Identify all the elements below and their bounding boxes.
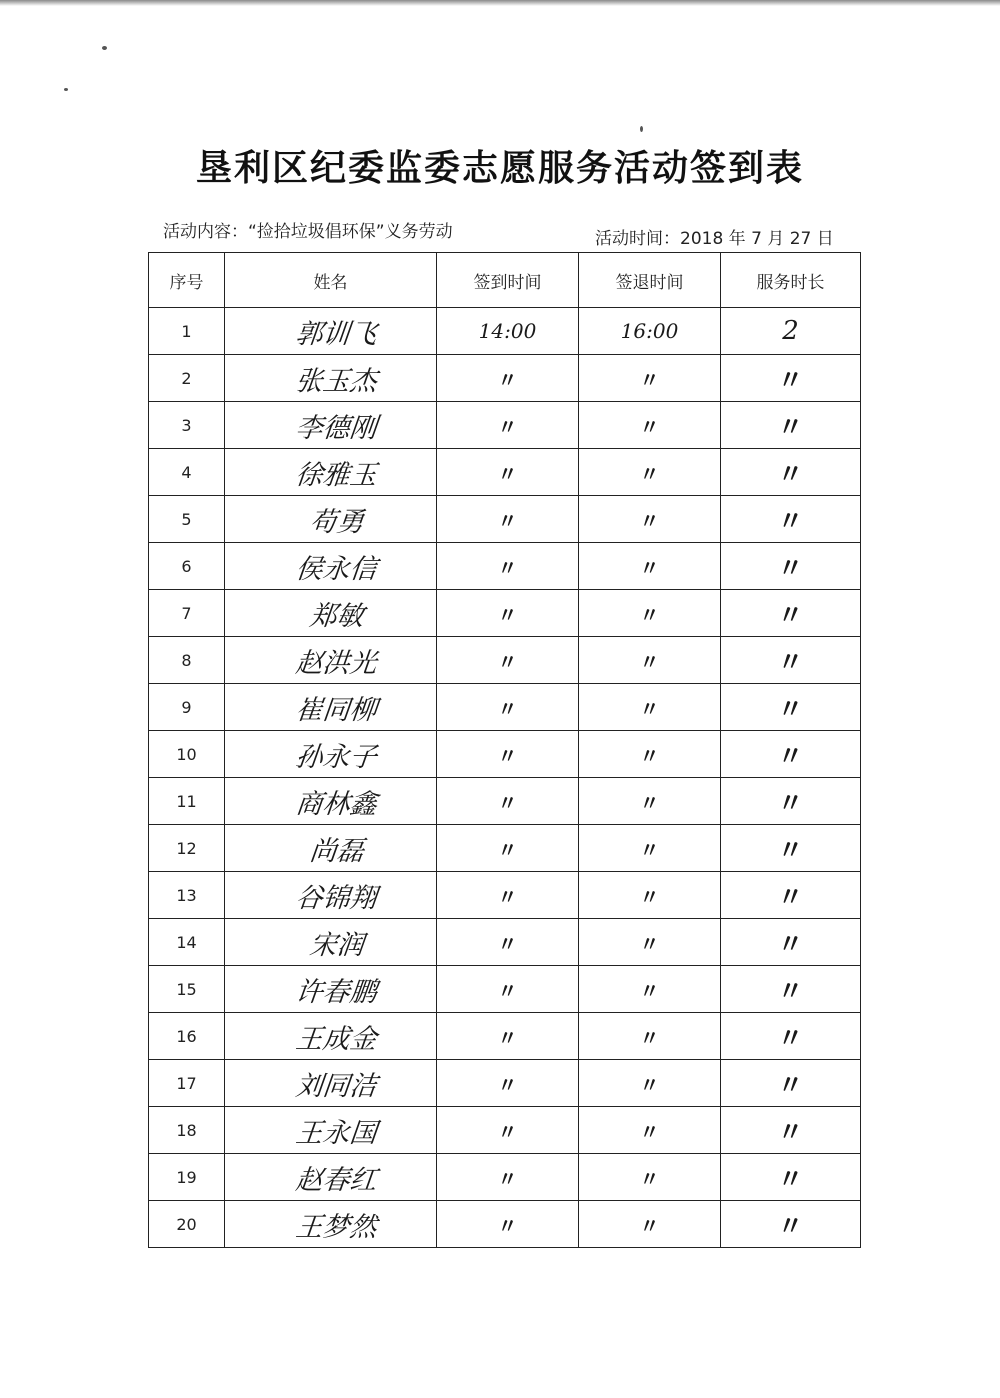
signature-cell (225, 919, 437, 966)
service-duration: 〃 (777, 1023, 804, 1054)
service-duration-cell (721, 496, 861, 543)
table-row (149, 1154, 861, 1201)
sign-in-time-cell (437, 402, 579, 449)
row-number: 16 (149, 1013, 225, 1060)
sign-out-time: 〃 (639, 555, 660, 580)
service-duration-cell (721, 872, 861, 919)
row-number: 18 (149, 1107, 225, 1154)
service-duration: 〃 (777, 553, 804, 584)
scan-speck (102, 46, 107, 50)
sign-out-time-cell (579, 637, 721, 684)
table-row (149, 402, 861, 449)
signature-cell (225, 872, 437, 919)
service-duration: 〃 (777, 1070, 804, 1101)
table-row (149, 778, 861, 825)
signature: 许春鹏 (294, 976, 379, 1008)
service-duration-cell (721, 449, 861, 496)
service-duration-cell (721, 590, 861, 637)
sign-out-time: 〃 (639, 884, 660, 909)
sign-out-time-cell (579, 308, 721, 355)
sign-in-time-cell (437, 496, 579, 543)
scan-speck (640, 126, 643, 132)
table-row (149, 308, 861, 355)
row-number: 13 (149, 872, 225, 919)
sign-in-time-cell (437, 825, 579, 872)
row-number: 2 (149, 355, 225, 402)
sign-out-time: 〃 (639, 696, 660, 721)
sign-out-time-cell (579, 402, 721, 449)
sign-out-time: 〃 (639, 790, 660, 815)
sign-out-time: 〃 (639, 461, 660, 486)
signature: 张玉杰 (294, 365, 379, 397)
service-duration: 〃 (777, 365, 804, 396)
row-number: 8 (149, 637, 225, 684)
row-number: 1 (149, 308, 225, 355)
table-row (149, 684, 861, 731)
service-duration-cell (721, 731, 861, 778)
signature: 赵春红 (294, 1164, 379, 1196)
sign-out-time: 〃 (639, 508, 660, 533)
sign-out-time-cell (579, 825, 721, 872)
signature: 郑敏 (307, 600, 365, 632)
service-duration-cell (721, 1013, 861, 1060)
signature-cell (225, 966, 437, 1013)
sign-out-time-cell (579, 496, 721, 543)
row-number: 4 (149, 449, 225, 496)
sign-out-time-cell (579, 966, 721, 1013)
sign-out-time-cell (579, 449, 721, 496)
signature: 王永国 (294, 1117, 379, 1149)
table-row (149, 731, 861, 778)
table-row (149, 590, 861, 637)
sign-out-time-cell (579, 1107, 721, 1154)
signature: 郭训飞 (294, 318, 379, 350)
table-row (149, 1060, 861, 1107)
sign-in-time: 〃 (497, 602, 518, 627)
sign-out-time-cell (579, 1201, 721, 1248)
sign-in-time: 〃 (497, 931, 518, 956)
row-number: 19 (149, 1154, 225, 1201)
service-duration-cell (721, 1154, 861, 1201)
signature-cell (225, 1013, 437, 1060)
sign-in-time-cell (437, 778, 579, 825)
sign-in-time: 〃 (497, 649, 518, 674)
service-duration: 2 (782, 316, 799, 346)
sign-out-time-cell (579, 355, 721, 402)
row-number: 12 (149, 825, 225, 872)
sign-out-time-cell (579, 872, 721, 919)
sign-out-time-cell (579, 1060, 721, 1107)
service-duration-cell (721, 778, 861, 825)
table-row (149, 449, 861, 496)
service-duration: 〃 (777, 459, 804, 490)
sign-out-time: 〃 (639, 931, 660, 956)
row-number: 11 (149, 778, 225, 825)
signature-cell (225, 684, 437, 731)
sign-in-time-cell (437, 308, 579, 355)
service-duration: 〃 (777, 929, 804, 960)
sign-out-time-cell (579, 731, 721, 778)
signature-cell (225, 1107, 437, 1154)
header-sign-out: 签退时间 (579, 253, 721, 308)
sign-in-time-cell (437, 872, 579, 919)
sign-in-time-cell (437, 1107, 579, 1154)
sign-in-time: 〃 (497, 1213, 518, 1238)
scan-edge (0, 0, 1000, 6)
service-duration-cell (721, 402, 861, 449)
scan-speck (64, 88, 68, 91)
signature-cell (225, 1060, 437, 1107)
signature-cell (225, 355, 437, 402)
table-row (149, 496, 861, 543)
sign-in-time: 〃 (497, 837, 518, 862)
service-duration: 〃 (777, 741, 804, 772)
row-number: 7 (149, 590, 225, 637)
sign-out-time: 〃 (639, 414, 660, 439)
service-duration-cell (721, 543, 861, 590)
service-duration: 〃 (777, 694, 804, 725)
service-duration: 〃 (777, 1117, 804, 1148)
signature-cell (225, 590, 437, 637)
sign-out-time-cell (579, 1013, 721, 1060)
sign-out-time-cell (579, 919, 721, 966)
signature-cell (225, 825, 437, 872)
signature-cell (225, 308, 437, 355)
sign-out-time: 〃 (639, 649, 660, 674)
row-number: 6 (149, 543, 225, 590)
sign-out-time: 〃 (639, 978, 660, 1003)
signature-cell (225, 543, 437, 590)
service-duration: 〃 (777, 882, 804, 913)
table-row (149, 543, 861, 590)
sign-in-time-cell (437, 1013, 579, 1060)
signature: 孙永子 (294, 741, 379, 773)
sign-in-time: 〃 (497, 367, 518, 392)
header-no: 序号 (149, 253, 225, 308)
service-duration: 〃 (777, 412, 804, 443)
sign-in-time: 〃 (497, 1025, 518, 1050)
sign-out-time-cell (579, 543, 721, 590)
sign-in-time: 14:00 (478, 319, 537, 343)
sign-out-time: 〃 (639, 1119, 660, 1144)
row-number: 14 (149, 919, 225, 966)
service-duration: 〃 (777, 600, 804, 631)
row-number: 17 (149, 1060, 225, 1107)
signature: 尚磊 (307, 835, 365, 867)
service-duration: 〃 (777, 835, 804, 866)
service-duration: 〃 (777, 1211, 804, 1242)
sign-in-time: 〃 (497, 1166, 518, 1191)
table-row (149, 1013, 861, 1060)
sign-out-time: 〃 (639, 743, 660, 768)
table-row (149, 872, 861, 919)
table-row (149, 355, 861, 402)
service-duration-cell (721, 355, 861, 402)
sign-in-time-cell (437, 543, 579, 590)
service-duration: 〃 (777, 506, 804, 537)
service-duration-cell (721, 684, 861, 731)
table-row (149, 1201, 861, 1248)
form-title: 垦利区纪委监委志愿服务活动签到表 (195, 147, 804, 189)
row-number: 15 (149, 966, 225, 1013)
sign-out-time: 〃 (639, 1025, 660, 1050)
signature: 王梦然 (294, 1211, 379, 1243)
signature-cell (225, 731, 437, 778)
signature: 侯永信 (294, 553, 379, 585)
sign-out-time-cell (579, 1154, 721, 1201)
sign-out-time: 〃 (639, 1166, 660, 1191)
signature: 徐雅玉 (294, 459, 379, 491)
sign-out-time: 〃 (639, 367, 660, 392)
table-row (149, 919, 861, 966)
service-duration: 〃 (777, 1164, 804, 1195)
signature-cell (225, 496, 437, 543)
service-duration: 〃 (777, 647, 804, 678)
sign-in-time: 〃 (497, 743, 518, 768)
sign-in-time: 〃 (497, 1119, 518, 1144)
signature: 宋润 (307, 929, 365, 961)
sign-in-time-cell (437, 590, 579, 637)
signature-cell (225, 402, 437, 449)
table-row (149, 825, 861, 872)
service-duration-cell (721, 308, 861, 355)
table-header-row (149, 253, 861, 308)
sign-in-time-cell (437, 1060, 579, 1107)
sign-out-time-cell (579, 590, 721, 637)
table-row (149, 1107, 861, 1154)
signature-cell (225, 637, 437, 684)
service-duration-cell (721, 1107, 861, 1154)
row-number: 9 (149, 684, 225, 731)
header-sign-in: 签到时间 (437, 253, 579, 308)
sign-in-time: 〃 (497, 1072, 518, 1097)
sign-out-time: 〃 (639, 837, 660, 862)
sign-in-time-cell (437, 1201, 579, 1248)
header-name: 姓名 (225, 253, 437, 308)
signature: 崔同柳 (294, 694, 379, 726)
sign-in-time-cell (437, 731, 579, 778)
signature: 赵洪光 (294, 647, 379, 679)
signature-cell (225, 1201, 437, 1248)
service-duration-cell (721, 825, 861, 872)
sign-in-time-cell (437, 966, 579, 1013)
service-duration-cell (721, 1201, 861, 1248)
service-duration-cell (721, 966, 861, 1013)
sign-out-time: 〃 (639, 1072, 660, 1097)
signature: 李德刚 (294, 412, 379, 444)
sign-in-time: 〃 (497, 461, 518, 486)
signature-cell (225, 449, 437, 496)
signature: 苟勇 (307, 506, 365, 538)
sign-in-time-cell (437, 919, 579, 966)
service-duration-cell (721, 919, 861, 966)
row-number: 20 (149, 1201, 225, 1248)
sign-in-time: 〃 (497, 696, 518, 721)
service-duration-cell (721, 1060, 861, 1107)
activity-time: 活动时间：2018 年 7 月 27 日 (595, 229, 834, 249)
signature-cell (225, 778, 437, 825)
row-number: 3 (149, 402, 225, 449)
service-duration: 〃 (777, 788, 804, 819)
signature: 王成金 (294, 1023, 379, 1055)
sign-in-time: 〃 (497, 555, 518, 580)
signature: 刘同洁 (294, 1070, 379, 1102)
sign-in-time-cell (437, 637, 579, 684)
sign-out-time: 〃 (639, 1213, 660, 1238)
service-duration-cell (721, 637, 861, 684)
sign-in-time-cell (437, 684, 579, 731)
table-row (149, 966, 861, 1013)
row-number: 10 (149, 731, 225, 778)
table-row (149, 637, 861, 684)
sign-in-table (148, 252, 861, 1248)
row-number: 5 (149, 496, 225, 543)
sign-in-time: 〃 (497, 414, 518, 439)
sign-out-time-cell (579, 684, 721, 731)
activity-content: 活动内容：“捡拾垃圾倡环保”义务劳动 (163, 222, 453, 242)
header-duration: 服务时长 (721, 253, 861, 308)
sign-in-time-cell (437, 355, 579, 402)
sign-in-time-cell (437, 449, 579, 496)
signature: 谷锦翔 (294, 882, 379, 914)
sign-out-time: 〃 (639, 602, 660, 627)
signature: 商林鑫 (294, 788, 379, 820)
sign-in-time: 〃 (497, 508, 518, 533)
sign-in-time-cell (437, 1154, 579, 1201)
sign-out-time: 16:00 (620, 319, 679, 343)
sign-in-time: 〃 (497, 790, 518, 815)
service-duration: 〃 (777, 976, 804, 1007)
signature-cell (225, 1154, 437, 1201)
sign-out-time-cell (579, 778, 721, 825)
sign-in-time: 〃 (497, 884, 518, 909)
sign-in-time: 〃 (497, 978, 518, 1003)
